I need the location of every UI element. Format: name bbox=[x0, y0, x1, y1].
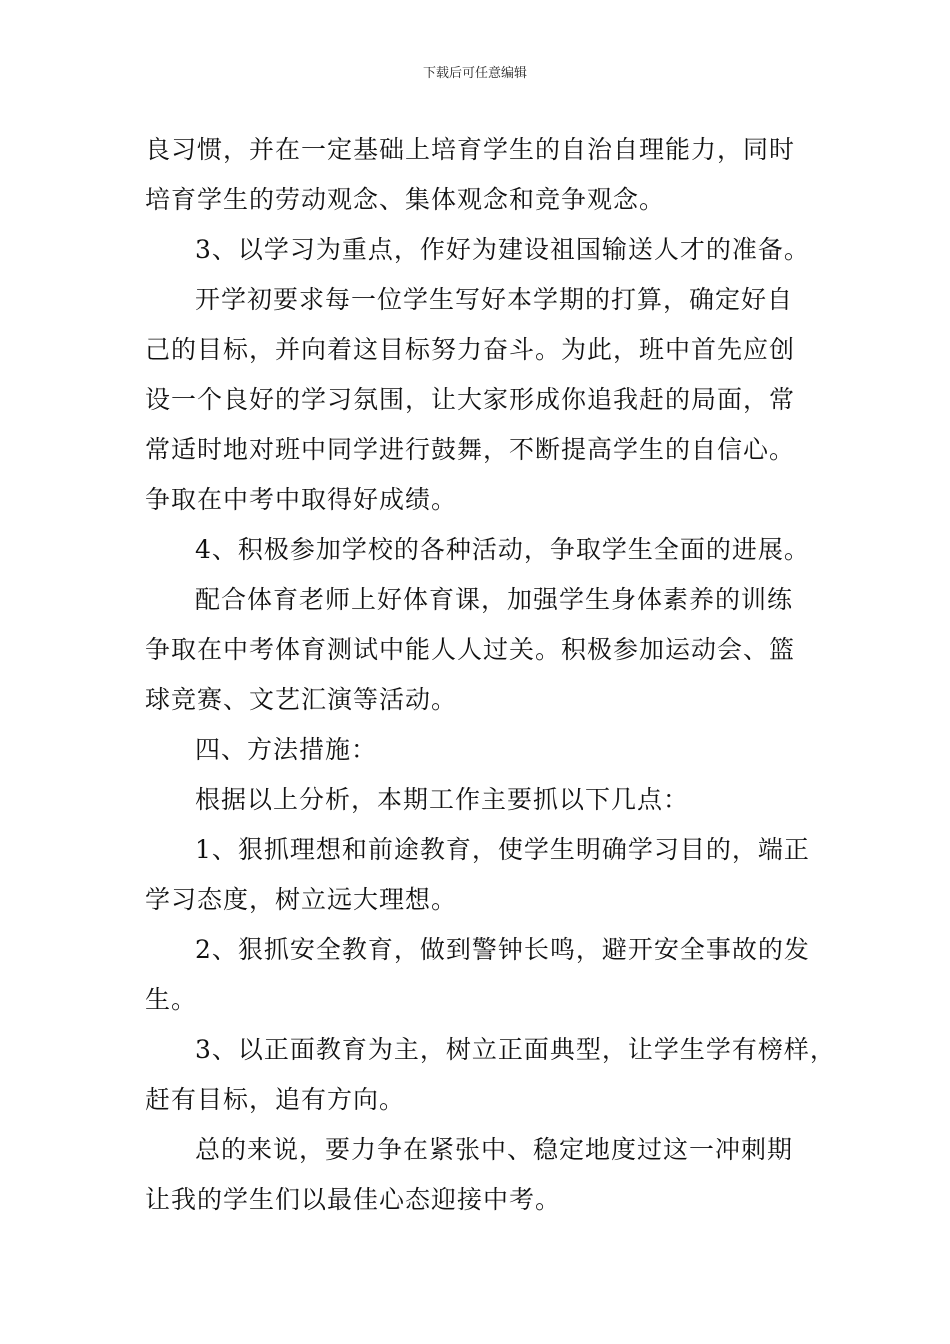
section-heading: 四、方法措施： bbox=[195, 735, 378, 764]
text-line: 设一个良好的学习氛围，让大家形成你追我赶的局面，常 bbox=[145, 385, 796, 414]
text-line: 球竞赛、文艺汇演等活动。 bbox=[145, 685, 458, 714]
text-line: 总的来说，要力争在紧张中、稳定地度过这一冲刺期 bbox=[195, 1135, 794, 1164]
document-body bbox=[145, 128, 836, 1228]
text-line: 开学初要求每一位学生写好本学期的打算，确定好自 bbox=[195, 285, 794, 314]
text-line: 3、以学习为重点，作好为建设祖国输送人才的准备。 bbox=[195, 235, 810, 264]
text-line: 学习态度，树立远大理想。 bbox=[145, 885, 458, 914]
text-line: 配合体育老师上好体育课，加强学生身体素养的训练 bbox=[195, 585, 794, 614]
text-line: 争取在中考体育测试中能人人过关。积极参加运动会、篮 bbox=[145, 635, 796, 664]
text-line: 常适时地对班中同学进行鼓舞，不断提高学生的自信心。 bbox=[145, 435, 796, 464]
text-line: 争取在中考中取得好成绩。 bbox=[145, 485, 458, 514]
text-line: 4、积极参加学校的各种活动，争取学生全面的进展。 bbox=[195, 535, 810, 564]
text-line: 生。 bbox=[145, 985, 198, 1014]
text-line: 让我的学生们以最佳心态迎接中考。 bbox=[145, 1185, 562, 1214]
text-line: 1、狠抓理想和前途教育，使学生明确学习目的，端正 bbox=[195, 835, 810, 864]
text-line: 根据以上分析，本期工作主要抓以下几点： bbox=[195, 785, 690, 814]
text-line: 2、狠抓安全教育，做到警钟长鸣，避开安全事故的发 bbox=[195, 935, 810, 964]
page-header: 下载后可任意编辑 bbox=[422, 66, 527, 81]
text-line: 良习惯，并在一定基础上培育学生的自治自理能力，同时 bbox=[145, 135, 796, 164]
text-line: 己的目标，并向着这目标努力奋斗。为此，班中首先应创 bbox=[145, 335, 796, 364]
text-line: 赶有目标，追有方向。 bbox=[145, 1085, 406, 1114]
text-line: 3、以正面教育为主，树立正面典型，让学生学有榜样， bbox=[195, 1035, 836, 1064]
text-line: 培育学生的劳动观念、集体观念和竞争观念。 bbox=[145, 185, 666, 214]
